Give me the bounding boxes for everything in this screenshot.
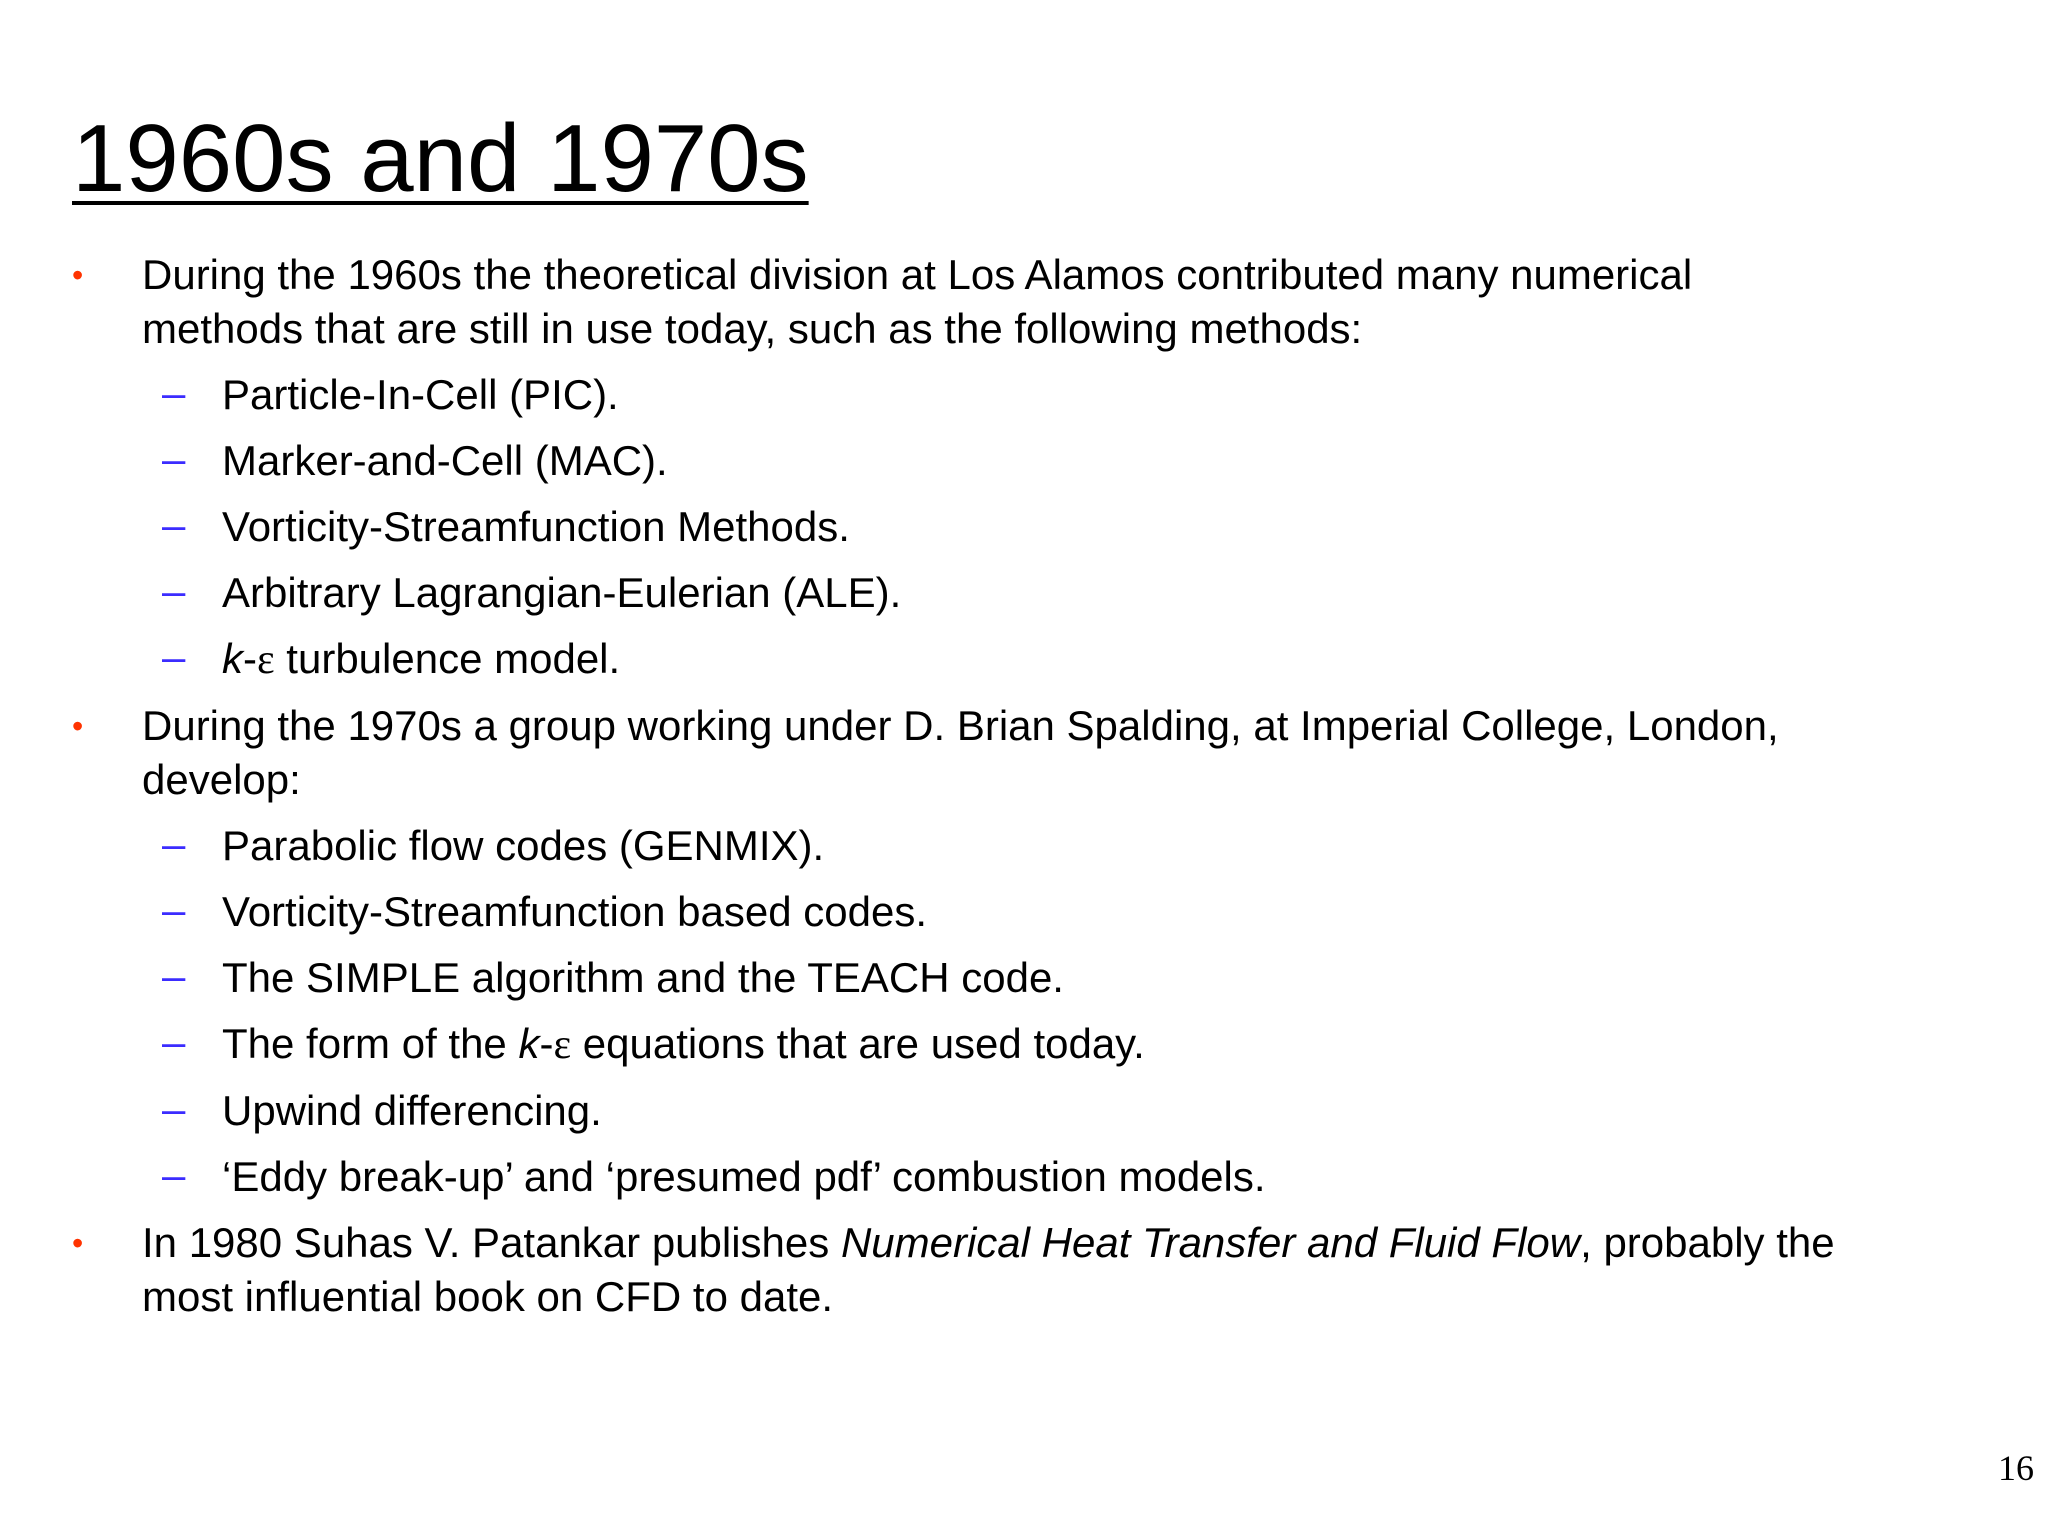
bullet-text-line: During the 1970s a group working under D. Brian Spalding, at Imperial College, London,: [142, 702, 1779, 749]
sub-item-text: Vorticity-Streamfunction Methods.: [222, 503, 850, 550]
k-symbol: k: [518, 1020, 540, 1067]
dash-icon: –: [162, 501, 186, 548]
sub-item: [72, 951, 2002, 1005]
sub-item-text: Arbitrary Lagrangian-Eulerian (ALE).: [222, 569, 902, 616]
sub-item-rest: turbulence model.: [274, 635, 621, 682]
dash-icon: –: [162, 1018, 186, 1065]
bullet-text-line: [142, 1216, 2002, 1270]
slide-title: 1960s and 1970s: [72, 105, 809, 212]
sub-item: [72, 500, 2002, 554]
bullet-text-post: , probably the: [1580, 1219, 1835, 1266]
dash-icon: –: [162, 1151, 186, 1198]
sub-item-text: ‘Eddy break-up’ and ‘presumed pdf’ combustion models.: [222, 1153, 1266, 1200]
bullet-dot-icon: •: [72, 1225, 84, 1261]
sub-item: [72, 632, 2002, 687]
bullet-text-pre: In 1980 Suhas V. Patankar publishes: [142, 1219, 841, 1266]
dash-icon: –: [162, 633, 186, 680]
sub-item: [72, 1084, 2002, 1138]
sub-item: [72, 434, 2002, 488]
dash-icon: –: [162, 1085, 186, 1132]
k-symbol: k: [222, 635, 243, 682]
bullet-text-line: develop:: [142, 756, 301, 803]
sub-item: [72, 1150, 2002, 1204]
bullet-text-line: During the 1960s the theoretical division at Los Alamos contributed many numerical: [142, 251, 1693, 298]
bullet-dot-icon: •: [72, 708, 84, 744]
bullet-text-line: methods that are still in use today, such as the following methods:: [142, 305, 1363, 352]
bullet-item: [72, 248, 2002, 356]
bullet-text-line: most influential book on CFD to date.: [142, 1273, 834, 1320]
sub-item: [72, 885, 2002, 939]
epsilon-symbol: ε: [257, 637, 275, 683]
sub-item-text: The SIMPLE algorithm and the TEACH code.: [222, 954, 1064, 1001]
symbol-separator: -: [243, 635, 257, 682]
bullet-dot-icon: •: [72, 257, 84, 293]
sub-item-rest: equations that are used today.: [571, 1020, 1145, 1067]
sub-item: [72, 819, 2002, 873]
sub-item-pre: The form of the: [222, 1020, 519, 1067]
sub-item-text: Particle-In-Cell (PIC).: [222, 371, 619, 418]
sub-item: [72, 566, 2002, 620]
sub-item-text: Vorticity-Streamfunction based codes.: [222, 888, 928, 935]
dash-icon: –: [162, 820, 186, 867]
sub-item-text: Parabolic flow codes (GENMIX).: [222, 822, 825, 869]
dash-icon: –: [162, 952, 186, 999]
sub-item-text: [222, 1020, 1145, 1067]
sub-item-text: Marker-and-Cell (MAC).: [222, 437, 668, 484]
sub-item: [72, 368, 2002, 422]
bullet-list: [72, 248, 2002, 1332]
sub-item-text: [222, 635, 620, 682]
bullet-item: [72, 699, 2002, 807]
bullet-item: [72, 1216, 2002, 1324]
dash-icon: –: [162, 567, 186, 614]
sub-item-text: Upwind differencing.: [222, 1087, 602, 1134]
sub-item: [72, 1017, 2002, 1072]
epsilon-symbol: ε: [553, 1022, 572, 1068]
dash-icon: –: [162, 886, 186, 933]
dash-icon: –: [162, 435, 186, 482]
book-title: Numerical Heat Transfer and Fluid Flow: [840, 1219, 1581, 1266]
symbol-separator: -: [539, 1020, 554, 1067]
page-number: 16: [1998, 1448, 2034, 1488]
dash-icon: –: [162, 369, 186, 416]
